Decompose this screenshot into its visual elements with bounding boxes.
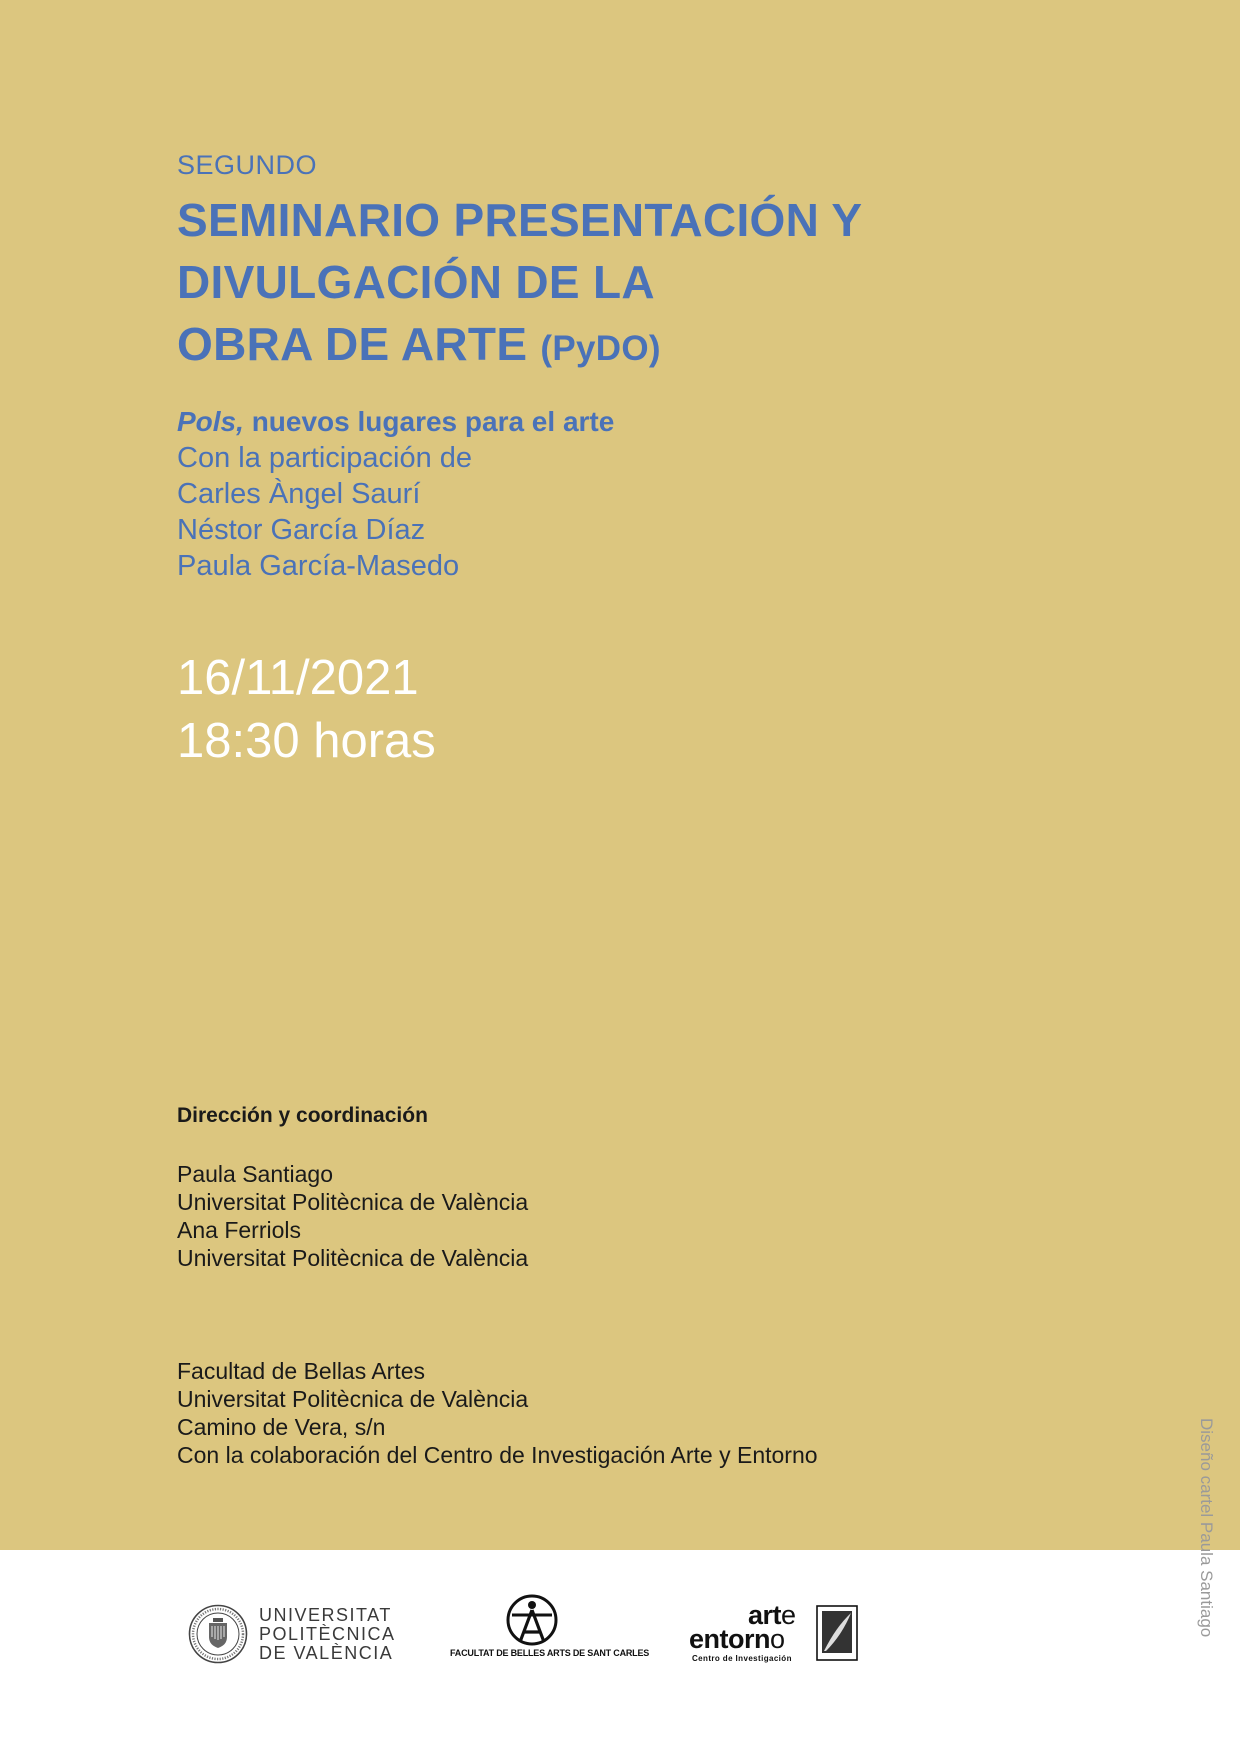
ae-o-light: o	[770, 1624, 785, 1654]
subtitle-italic: Pols,	[177, 406, 244, 437]
participant-1: Carles Àngel Saurí	[177, 478, 421, 510]
event-date: 16/11/2021	[177, 651, 419, 705]
program-subtitle	[177, 404, 614, 440]
participation-label: Con la participación de	[177, 442, 473, 474]
ae-subtitle: Centro de Investigación	[692, 1654, 792, 1663]
vitruvian-emblem-icon	[506, 1594, 558, 1646]
subtitle-rest: nuevos lugares para el arte	[243, 406, 615, 437]
upv-line-2: POLITÈCNICA	[259, 1624, 396, 1644]
design-credit: Diseño cartel Paula Santiago	[1197, 1418, 1216, 1638]
venue-line-1: Facultad de Bellas Artes	[177, 1358, 426, 1384]
direction-line-2: Universitat Politècnica de València	[177, 1189, 529, 1215]
ae-entorn-bold: entorn	[689, 1624, 770, 1654]
title-line-3	[177, 313, 862, 380]
direction-line-1: Paula Santiago	[177, 1161, 334, 1187]
upv-line-3: DE VALÈNCIA	[259, 1643, 394, 1663]
title-kicker: SEGUNDO	[177, 150, 318, 180]
upv-wordmark	[259, 1606, 396, 1663]
upv-line-1: UNIVERSITAT	[259, 1605, 392, 1625]
venue-line-2: Universitat Politècnica de València	[177, 1386, 529, 1412]
event-datetime	[177, 647, 436, 773]
participants-block	[177, 440, 472, 584]
ae-e-light: e	[781, 1600, 796, 1630]
upv-logo	[188, 1604, 396, 1666]
participant-2: Néstor García Díaz	[177, 514, 426, 546]
seminar-title	[177, 189, 862, 380]
event-time: 18:30 horas	[177, 714, 436, 768]
arte-entorno-logo	[686, 1598, 862, 1670]
title-line-3-text: OBRA DE ARTE	[177, 318, 528, 370]
title-acronym: (PyDO)	[540, 329, 661, 368]
university-seal-icon	[188, 1604, 248, 1664]
venue-line-4: Con la colaboración del Centro de Investigación Arte y Entorno	[177, 1442, 818, 1468]
venue-line-3: Camino de Vera, s/n	[177, 1414, 386, 1440]
fba-logo	[450, 1594, 650, 1664]
quill-box-icon	[816, 1605, 858, 1661]
title-line-1: SEMINARIO PRESENTACIÓN Y	[177, 194, 863, 246]
direction-line-4: Universitat Politècnica de València	[177, 1245, 529, 1271]
direction-heading: Dirección y coordinación	[177, 1104, 428, 1127]
title-line-2: DIVULGACIÓN DE LA	[177, 256, 655, 308]
venue-block	[177, 1357, 818, 1469]
fba-name: FACULTAT DE BELLES ARTS DE SANT CARLES	[450, 1648, 650, 1658]
ae-word-entorno	[689, 1624, 785, 1655]
participant-3: Paula García-Masedo	[177, 550, 460, 582]
direction-list	[177, 1160, 528, 1272]
direction-line-3: Ana Ferriols	[177, 1217, 301, 1243]
ae-art-bold: art	[748, 1600, 782, 1630]
